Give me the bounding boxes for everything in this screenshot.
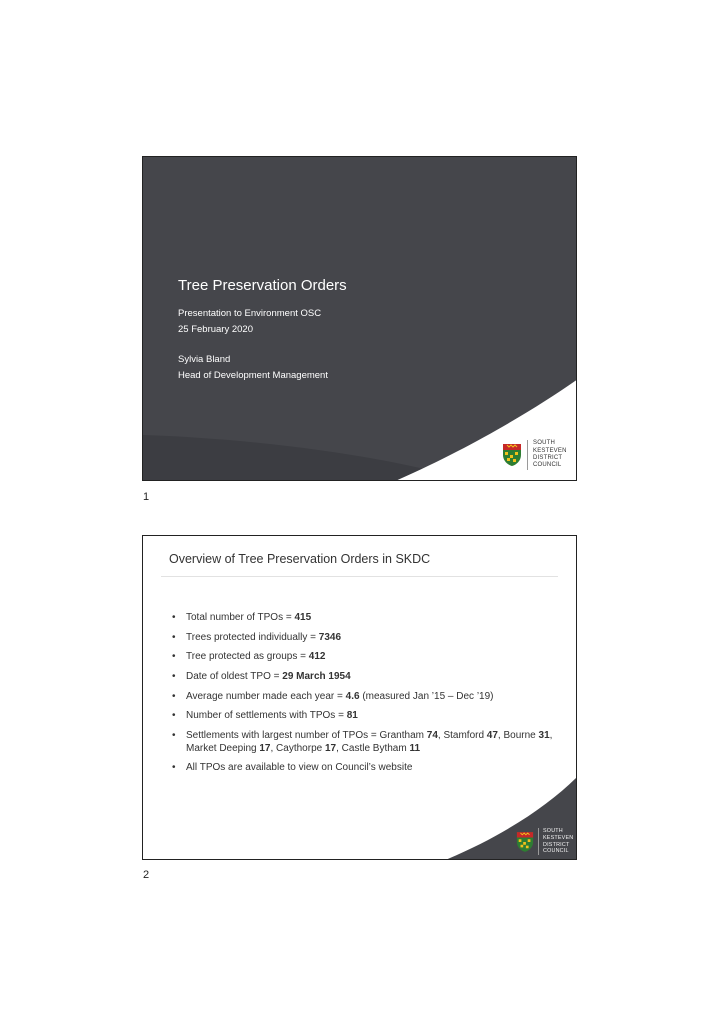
council-name: SOUTH KESTEVEN DISTRICT COUNCIL	[533, 440, 567, 469]
council-crest-icon	[516, 831, 534, 853]
slide-subtitle: Presentation to Environment OSC	[178, 308, 322, 319]
list-item: • All TPOs are available to view on Council’s website	[172, 762, 413, 774]
list-item: • Tree protected as groups = 412	[172, 651, 326, 663]
title-slide	[142, 156, 577, 481]
list-item: • Date of oldest TPO = 29 March 1954	[172, 671, 351, 683]
slide-wave-decoration	[143, 157, 577, 481]
content-slide	[142, 535, 577, 860]
council-name: SOUTH KESTEVEN DISTRICT COUNCIL	[543, 828, 574, 855]
title-divider	[161, 576, 558, 577]
list-item: • Average number made each year = 4.6 (measured Jan ’15 – Dec ’19)	[172, 690, 494, 702]
slide-number: 1	[143, 491, 150, 503]
council-crest-icon	[502, 443, 522, 467]
logo-divider	[538, 828, 539, 855]
presenter-name: Sylvia Bland	[178, 354, 231, 365]
list-item: • Total number of TPOs = 415	[172, 612, 312, 623]
slide-number: 2	[143, 869, 150, 881]
list-item: • Settlements with largest number of TPOs = Grantham 74, Stamford 47, Bourne 31, Market Deeping 17, Caythorpe 17, Castle Bytham 11	[172, 730, 553, 754]
logo-divider	[527, 440, 528, 470]
bullet-list	[169, 612, 554, 782]
list-item: • Number of settlements with TPOs = 81	[172, 710, 358, 722]
council-logo	[516, 828, 573, 855]
slide-title: Overview of Tree Preservation Orders in SKDC	[169, 552, 431, 566]
list-item: • Trees protected individually = 7346	[172, 631, 342, 643]
presenter-role: Head of Development Management	[178, 370, 328, 381]
slide-title: Tree Preservation Orders	[178, 277, 347, 294]
slide-date: 25 February 2020	[178, 324, 253, 335]
council-logo	[502, 440, 567, 470]
